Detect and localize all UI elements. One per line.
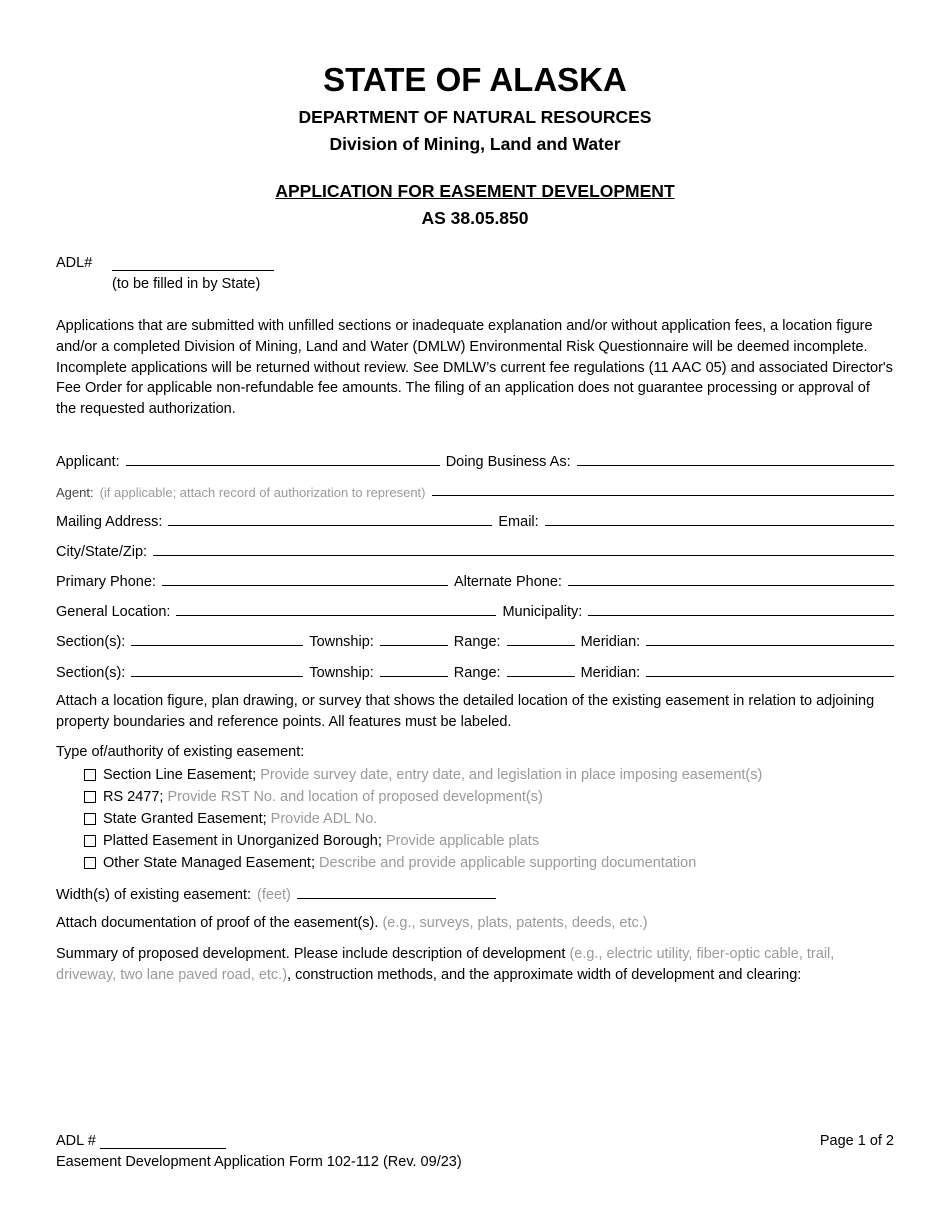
- applicant-field[interactable]: [126, 451, 440, 466]
- section-field[interactable]: [131, 631, 303, 646]
- option-label: Platted Easement in Unorganized Borough;: [103, 833, 382, 849]
- proof-text: [56, 913, 894, 934]
- width-label: Width(s) of existing easement:: [56, 887, 252, 903]
- option-hint: Provide survey date, entry date, and legislation in place imposing easement(s): [260, 767, 763, 783]
- applicant-row: [56, 450, 894, 470]
- city-field[interactable]: [153, 541, 894, 556]
- easement-type-option[interactable]: [84, 786, 762, 808]
- alternate-phone-field[interactable]: [568, 571, 894, 586]
- intro-paragraph: Applications that are submitted with unfilled sections or inadequate explanation and/or without application fees, a location figure and/or a completed Division of Mining, Land and Water (DMLW) Environmental Risk Questionnaire will be deemed incomplete. Incomplete applications will be returned without review. See DMLW’s current fee regulations (11 AAC 05) and associated Director's Fee Order for applicable non-refundable fee amounts. The filing of an application does not guarantee processing or approval of the requested authorization.: [56, 318, 893, 418]
- option-hint: Describe and provide applicable supporting documentation: [319, 855, 697, 871]
- township-label: Township:: [309, 665, 374, 681]
- meridian-label: Meridian:: [580, 634, 641, 650]
- mailing-row: [56, 510, 894, 530]
- city-row: [56, 540, 894, 560]
- meridian-label: Meridian:: [580, 665, 641, 681]
- summary-text: [56, 944, 894, 986]
- option-label: Section Line Easement;: [103, 767, 257, 783]
- agent-label: Agent:: [56, 485, 94, 500]
- municipality-label: Municipality:: [502, 604, 583, 620]
- page-number: Page 1 of 2: [819, 1133, 894, 1149]
- general-location-field[interactable]: [176, 601, 496, 616]
- easement-type-option[interactable]: [84, 808, 762, 830]
- meridian-field[interactable]: [646, 631, 894, 646]
- dba-label: Doing Business As:: [445, 454, 571, 470]
- form-title: [56, 181, 894, 202]
- option-label: Other State Managed Easement;: [103, 855, 315, 871]
- section-row-2: [56, 661, 894, 681]
- meridian-field[interactable]: [646, 662, 894, 677]
- location-row: [56, 600, 894, 620]
- checkbox[interactable]: [84, 769, 96, 781]
- checkbox[interactable]: [84, 857, 96, 869]
- summary-tail: , construction methods, and the approximate width of development and clearing:: [287, 967, 802, 983]
- state-title: STATE OF ALASKA: [323, 61, 627, 98]
- range-field[interactable]: [507, 662, 575, 677]
- email-field[interactable]: [545, 511, 894, 526]
- general-location-label: General Location:: [56, 604, 171, 620]
- agent-field[interactable]: [432, 481, 895, 496]
- summary-lead: Summary of proposed development. Please include description of development: [56, 946, 570, 962]
- primary-phone-field[interactable]: [162, 571, 448, 586]
- type-heading: Type of/authority of existing easement:: [56, 744, 305, 760]
- footer-adl-label: ADL #: [56, 1133, 96, 1149]
- primary-phone-label: Primary Phone:: [56, 574, 156, 590]
- width-row: [56, 883, 496, 903]
- adl-field[interactable]: [112, 255, 274, 271]
- email-label: Email:: [498, 514, 539, 530]
- option-label: RS 2477;: [103, 789, 164, 805]
- proof-hint: (e.g., surveys, plats, patents, deeds, etc.): [382, 915, 648, 931]
- section-label: Section(s):: [56, 665, 126, 681]
- township-field[interactable]: [380, 662, 448, 677]
- agent-hint: (if applicable; attach record of authorization to represent): [99, 485, 426, 500]
- range-label: Range:: [453, 634, 501, 650]
- range-label: Range:: [453, 665, 501, 681]
- option-hint: Provide applicable plats: [385, 833, 540, 849]
- option-hint: Provide RST No. and location of proposed development(s): [167, 789, 543, 805]
- mailing-field[interactable]: [168, 511, 492, 526]
- agent-row: [56, 480, 894, 500]
- section-row-1: [56, 630, 894, 650]
- easement-type-option[interactable]: [84, 764, 762, 786]
- municipality-field[interactable]: [588, 601, 894, 616]
- checkbox[interactable]: [84, 813, 96, 825]
- summary-hint: (e.g., electric utility, fiber-optic cable, trail, driveway, two lane paved road, etc.): [56, 946, 835, 983]
- footer-adl-field[interactable]: [100, 1134, 226, 1149]
- section-label: Section(s):: [56, 634, 126, 650]
- township-field[interactable]: [380, 631, 448, 646]
- form-title-text: APPLICATION FOR EASEMENT DEVELOPMENT: [275, 181, 675, 201]
- city-label: City/State/Zip:: [56, 544, 148, 560]
- option-hint: Provide ADL No.: [270, 811, 378, 827]
- easement-type-list: [84, 764, 762, 874]
- applicant-label: Applicant:: [56, 454, 120, 470]
- mailing-label: Mailing Address:: [56, 514, 163, 530]
- statute-ref: AS 38.05.850: [421, 208, 529, 228]
- dba-field[interactable]: [577, 451, 894, 466]
- form-page: [56, 0, 894, 1230]
- range-field[interactable]: [507, 631, 575, 646]
- easement-type-option[interactable]: [84, 830, 762, 852]
- division-name: Division of Mining, Land and Water: [329, 134, 621, 154]
- section-field[interactable]: [131, 662, 303, 677]
- checkbox[interactable]: [84, 791, 96, 803]
- attach-figure-text: Attach a location figure, plan drawing, or survey that shows the detailed location of the existing easement in relation to adjoining property boundaries and reference points. All features must be labeled.: [56, 693, 875, 730]
- width-hint: (feet): [257, 887, 291, 903]
- adl-note: (to be filled in by State): [112, 276, 261, 292]
- township-label: Township:: [309, 634, 374, 650]
- checkbox[interactable]: [84, 835, 96, 847]
- phone-row: [56, 570, 894, 590]
- department-name: DEPARTMENT OF NATURAL RESOURCES: [298, 107, 652, 127]
- alternate-phone-label: Alternate Phone:: [453, 574, 562, 590]
- footer-adl: [56, 1133, 226, 1149]
- easement-type-option[interactable]: [84, 852, 762, 874]
- adl-label: ADL#: [56, 255, 93, 271]
- option-label: State Granted Easement;: [103, 811, 267, 827]
- footer-form-name: Easement Development Application Form 102-112 (Rev. 09/23): [56, 1154, 462, 1170]
- width-field[interactable]: [297, 884, 496, 899]
- proof-label: Attach documentation of proof of the easement(s).: [56, 915, 379, 931]
